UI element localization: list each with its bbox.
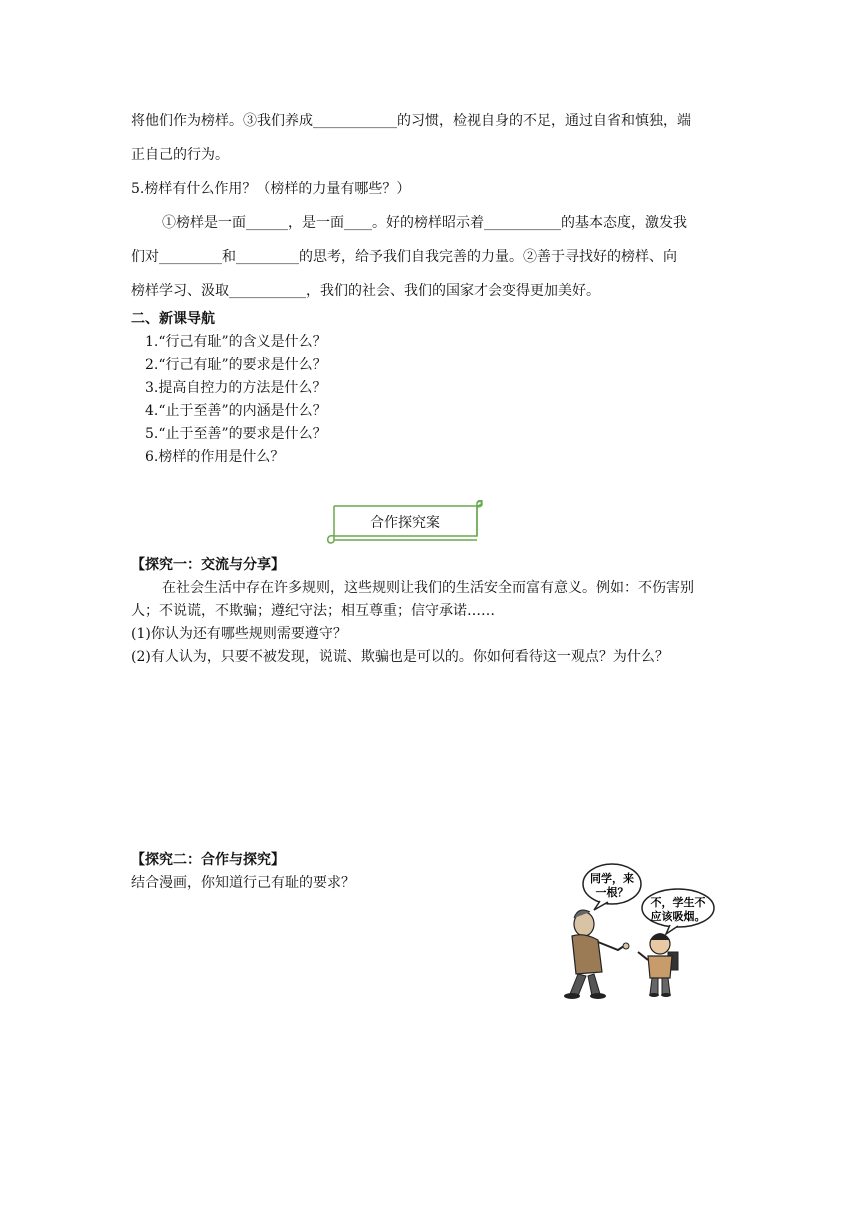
list-item: 1.“行己有耻”的含义是什么？ xyxy=(145,334,327,350)
section-heading: 二、新课导航 xyxy=(131,311,215,327)
explore-heading: 【探究一：交流与分享】 xyxy=(131,557,285,573)
question-title: 5.榜样有什么作用？（榜样的力量有哪些？） xyxy=(131,181,411,197)
bubble-left-line2: 一根？ xyxy=(595,886,629,899)
bubble-right-line1: 不，学生不 xyxy=(650,896,706,909)
question-line: (1)你认为还有哪些规则需要遵守？ xyxy=(131,626,347,642)
list-item: 6.榜样的作用是什么？ xyxy=(145,449,285,465)
comic-illustration xyxy=(556,862,736,1002)
list-item: 5.“止于至善”的要求是什么？ xyxy=(145,426,327,442)
text-line: 榜样学习、汲取___________，我们的社会、我们的国家才会变得更加美好。 xyxy=(131,283,600,299)
text-line: 们对_________和_________的思考，给予我们自我完善的力量。②善于寻找好的榜样、向 xyxy=(131,249,677,265)
text-line: ①榜样是一面______，是一面____。好的榜样昭示着___________的基本态度，激发我 xyxy=(162,215,687,231)
comic-drawing xyxy=(556,862,736,1002)
text-line: 正自己的行为。 xyxy=(131,147,229,163)
text-line: 人；不说谎，不欺骗；遵纪守法；相互尊重；信守承诺…… xyxy=(131,603,495,619)
bubble-left-line1: 同学，来 xyxy=(590,872,634,885)
scroll-title: 合作探究案 xyxy=(370,515,440,531)
text-line: 将他们作为榜样。③我们养成____________的习惯，检视自身的不足，通过自省和慎独，端 xyxy=(131,113,691,129)
text-line: 在社会生活中存在许多规则，这些规则让我们的生活安全而富有意义。例如：不伤害别 xyxy=(162,580,694,596)
question-line: 结合漫画，你知道行己有耻的要求？ xyxy=(131,875,355,891)
list-item: 2.“行己有耻”的要求是什么？ xyxy=(145,357,327,373)
explore-heading: 【探究二：合作与探究】 xyxy=(131,852,285,868)
question-line: (2)有人认为，只要不被发现，说谎、欺骗也是可以的。你如何看待这一观点？为什么？ xyxy=(131,649,669,665)
scroll-banner xyxy=(326,500,484,544)
bubble-right-line2: 应该吸烟。 xyxy=(650,910,706,923)
list-item: 4.“止于至善”的内涵是什么？ xyxy=(145,403,327,419)
list-item: 3.提高自控力的方法是什么？ xyxy=(145,380,327,396)
